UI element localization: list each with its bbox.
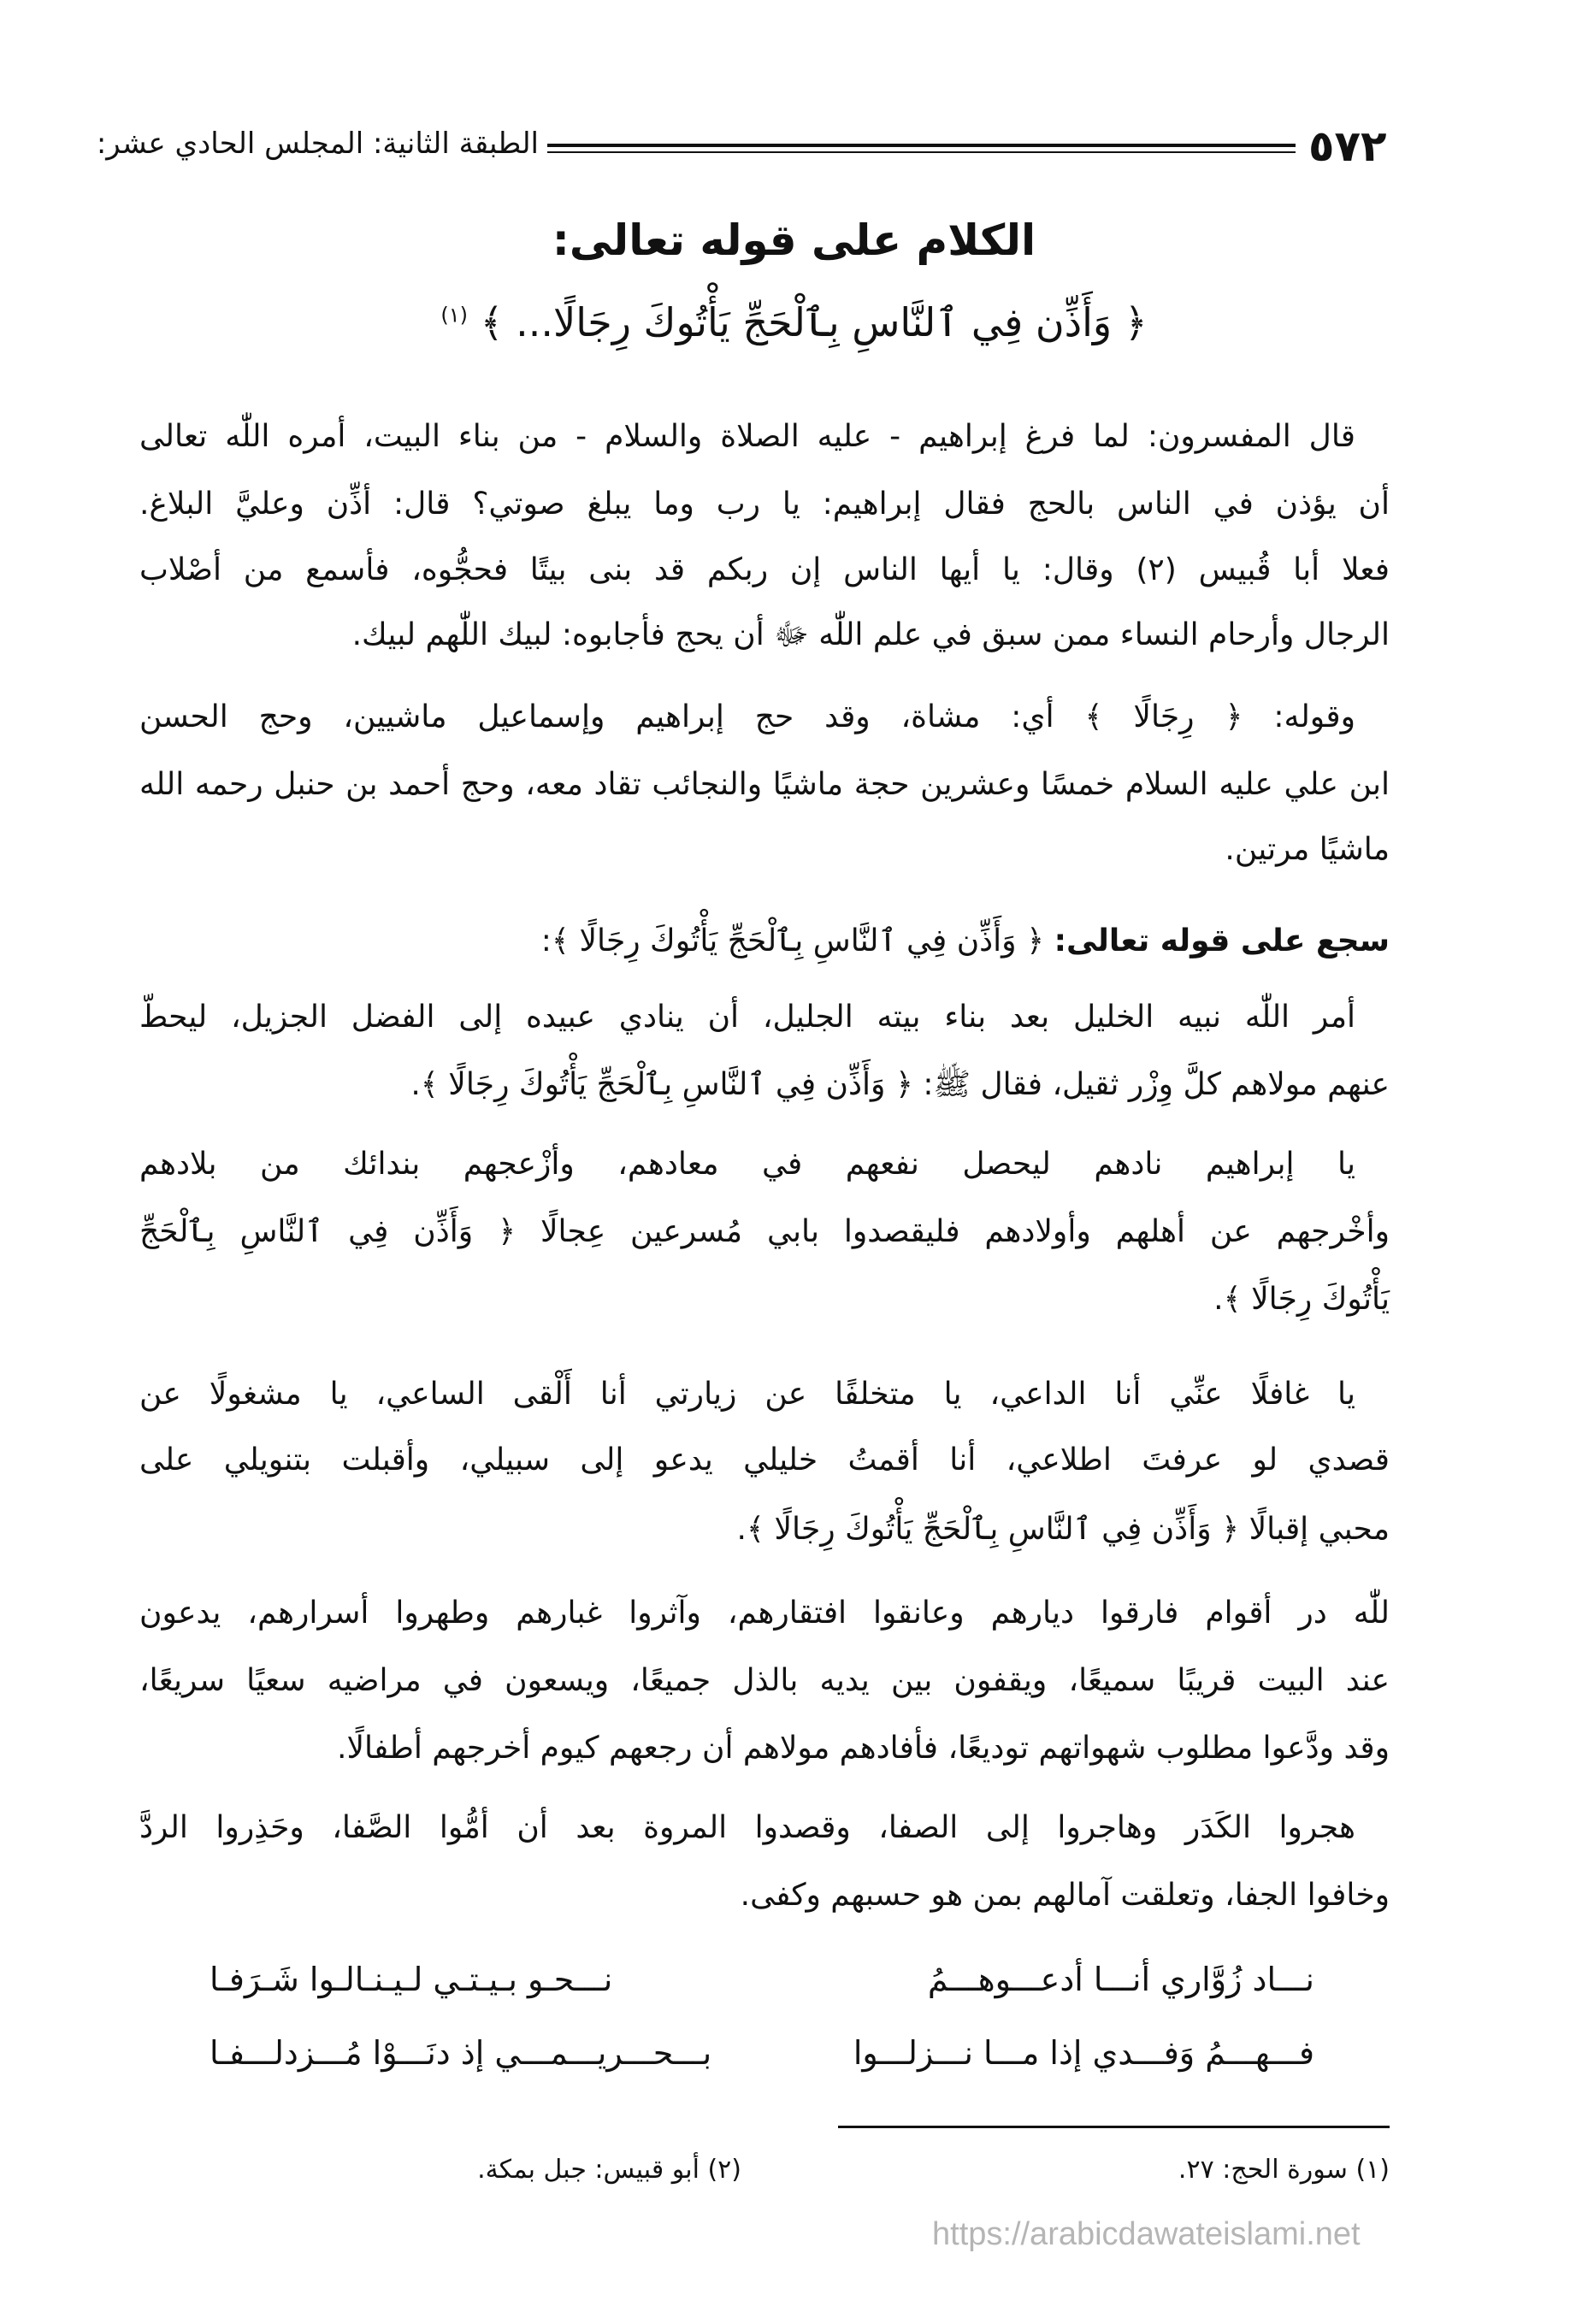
paragraph-line: عنهم مولاهم كلَّ وِزْر ثقيل، فقال ﷺ: ﴿ وَأَذِّن فِي ٱلنَّاسِ بِٱلْحَجِّ يَأْتُوكَ رِجَالًا ﴾. [410,1067,1390,1102]
paragraph-line: محبي إقبالًا ﴿ وَأَذِّن فِي ٱلنَّاسِ بِٱلْحَجِّ يَأْتُوكَ رِجَالًا ﴾. [736,1512,1390,1547]
subheading-lead: سجع على قوله تعالى: [1054,923,1390,959]
paragraph-line: هجروا الكَدَر وهاجروا إلى الصفا، وقصدوا المروة بعد أن أمُّوا الصَّفا، وحَذِروا الردَّ [139,1810,1355,1845]
poem-verse-2-first: فـــهـــمُ وَفـــدي إذا مـــا نـــزلـــوا [853,2034,1314,2072]
poem-verse-1-second: نـــحـو بـيـتـي لـيـنـالـوا شَـرَفـا [210,1961,613,1998]
page-number: ٥٧٢ [1308,121,1387,171]
paragraph-line: يا إبراهيم نادهم ليحصل نفعهم في معادهم، وأزْعجهم بندائك من بلادهم [139,1147,1355,1182]
paragraph-line: يَأْتُوكَ رِجَالًا ﴾. [1213,1282,1390,1317]
paragraph-line: أمر اللّٰه نبيه الخليل بعد بناء بيته الجليل، أن ينادي عبيده إلى الفضل الجزيل، ليحطّ [139,1000,1355,1035]
paragraph-line: ابن علي عليه السلام خمسًا وعشرين حجة ماشيًا والنجائب تقاد معه، وحج أحمد بن حنبل رحمه الله [139,767,1390,802]
paragraph-line: وخافوا الجفا، وتعلقت آمالهم بمن هو حسبهم وكفى. [740,1878,1390,1913]
footnote-ref: (١) [440,303,468,327]
poem-verse-2-second: بـــحـــريـــمـــي إذ دنَـــوْا مُـــزدلـــفـا [210,2034,712,2072]
poem-verse-1-first: نـــاد زُوَّاري أنـــا أدعـــوهـــمُ [927,1961,1314,1998]
paragraph-line: وقوله: ﴿ رِجَالًا ﴾ أي: مشاة، وقد حج إبراهيم وإسماعيل ماشيين، وحج الحسن [139,699,1355,734]
subheading-verse: ﴿ وَأَذِّن فِي ٱلنَّاسِ بِٱلْحَجِّ يَأْتُوكَ رِجَالًا ﴾: [540,923,1045,959]
paragraph-line: وأخْرجهم عن أهلهم وأولادهم فليقصدوا بابي مُسرعين عِجالًا ﴿ وَأَذِّن فِي ٱلنَّاسِ بِٱلْحَجِّ [139,1214,1390,1249]
paragraph-line: عند البيت قريبًا سميعًا، ويقفون بين يديه بالذل جميعًا، ويسعون في مراضيه سعيًا سريعًا، [139,1663,1390,1698]
footnote-2: (٢) أبو قبيس: جبل بمكة. [477,2155,741,2185]
footnote-1: (١) سورة الحج: ٢٧. [1178,2155,1390,2185]
paragraph-line: أن يؤذن في الناس بالحج فقال إبراهيم: يا رب وما يبلغ صوتي؟ قال: أذِّن وعليَّ البلاغ. [139,487,1390,522]
quran-verse [0,299,1588,345]
paragraph-line: يا غافلًا عنِّي أنا الداعي، يا متخلفًا عن زيارتي أنا أَلْقى الساعي، يا مشغولًا عن [139,1377,1355,1412]
paragraph-line: للّٰه در أقوام فارقوا ديارهم وعانقوا افتقارهم، وآثروا غبارهم وطهروا أسرارهم، يدعون [139,1596,1390,1631]
paragraph-line: فعلا أبا قُبيس (٢) وقال: يا أيها الناس إن ربكم قد بنى بيتًا فحجُّوه، فأسمع من أصْلاب [139,552,1390,587]
watermark: https://arabicdawateislami.net [932,2216,1361,2252]
paragraph-line: الرجال وأرحام النساء ممن سبق في علم اللّٰه ﷻ أن يحج فأجابوه: لبيك اللّٰهم لبيك. [351,617,1390,652]
paragraph-line: وقد ودَّعوا مطلوب شهواتهم توديعًا، فأفادهم مولاهم أن رجعهم كيوم أخرجهم أطفالًا. [337,1731,1390,1766]
paragraph-line: قال المفسرون: لما فرغ إبراهيم - عليه الصلاة والسلام - من بناء البيت، أمره اللّٰه تعالى [139,419,1355,454]
section-title: الكلام على قوله تعالى: [552,215,1036,265]
footnote-separator [838,2126,1390,2128]
verse-text: ﴿ وَأَذِّن فِي ٱلنَّاسِ بِٱلْحَجِّ يَأْتُوكَ رِجَالًا... ﴾ [480,299,1148,345]
paragraph-line: قصدي لو عرفتَ اطلاعي، أنا أقمتُ خليلي يدعو إلى سبيلي، وأقبلت بتنويلي على [139,1442,1390,1478]
paragraph-line: ماشيًا مرتين. [1225,832,1390,867]
subheading [139,916,1390,967]
header-rule [547,144,1296,153]
running-title: الطبقة الثانية: المجلس الحادي عشر: [96,127,539,161]
